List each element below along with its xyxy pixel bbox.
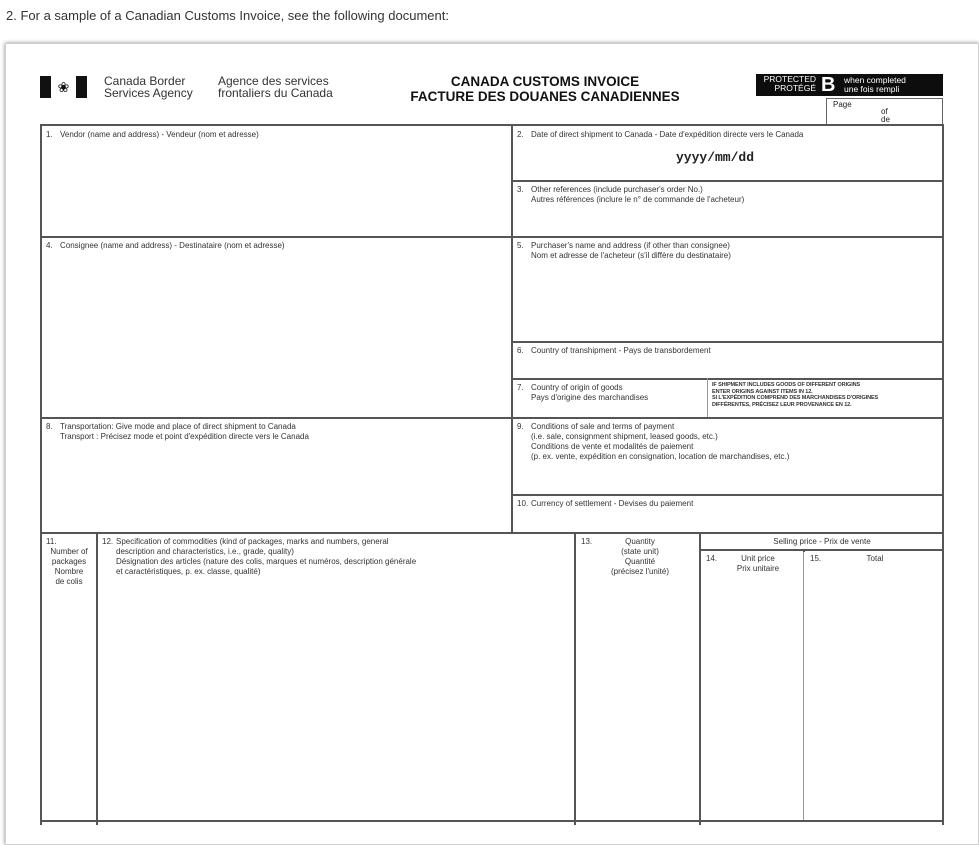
field-label-line: (i.e. sale, consignment shipment, leased goods, etc.)	[531, 432, 718, 441]
field-label: Purchaser's name and address (if other than consignee)	[531, 241, 730, 250]
field-15-number: 15.	[810, 554, 822, 563]
origin-note-line: IF SHIPMENT INCLUDES GOODS OF DIFFERENT ORIGINS	[712, 382, 861, 388]
field-number: 4.	[46, 241, 53, 250]
canada-flag-icon: ❀	[40, 76, 87, 98]
origin-note-line: DIFFÉRENTES, PRÉCISEZ LEUR PROVENANCE EN 12.	[712, 401, 852, 408]
field-2-date-of-shipment[interactable]	[517, 130, 803, 140]
intro-text: 2. For a sample of a Canadian Customs Invoice, see the following document:	[6, 8, 449, 23]
origin-note-line: SI L'EXPÉDITION COMPREND DES MARCHANDISES D'ORIGINES	[712, 395, 879, 401]
field-label-line: description and characteristics, i.e., grade, quality)	[116, 547, 294, 556]
field-label: Consignee (name and address) - Destinataire (nom et adresse)	[60, 241, 285, 250]
field-label: Other references (include purchaser's order No.)	[531, 185, 703, 194]
field-label-line: Quantité	[624, 557, 656, 566]
field-number: 7.	[517, 383, 524, 392]
field-number: 8.	[46, 422, 53, 431]
agency-name-en	[104, 75, 193, 99]
field-label-line: et caractéristiques, p. ex. classe, qualité)	[116, 567, 261, 576]
origin-note-line: ENTER ORIGINS AGAINST ITEMS IN 12.	[712, 388, 813, 395]
agency-name-fr	[218, 75, 333, 99]
field-label-fr: Autres références (inclure le n° de commande de l'acheteur)	[531, 195, 745, 204]
of-label: of	[881, 107, 888, 116]
field-8-transportation[interactable]	[46, 422, 309, 442]
field-6-country-of-transhipment[interactable]	[517, 346, 711, 356]
field-label-line: Prix unitaire	[736, 564, 780, 573]
agency-fr-line1: Agence des services	[218, 74, 329, 88]
field-label-line: packages	[51, 557, 87, 566]
field-label-line: Nombre	[54, 567, 84, 576]
page-label: Page	[833, 100, 852, 109]
agency-en-line2: Services Agency	[104, 86, 193, 100]
field-label-line: Conditions de vente et modalités de paiement	[531, 442, 694, 451]
field-13-quantity-number: 13.	[581, 537, 593, 546]
field-label-line: Number of	[50, 547, 88, 556]
field-label-fr: Nom et adresse de l'acheteur (s'il diffère du destinataire)	[531, 251, 731, 260]
field-label: Vendor (name and address) - Vendeur (nom et adresse)	[60, 130, 259, 139]
field-5-purchaser[interactable]	[517, 241, 731, 261]
origin-note	[712, 382, 878, 408]
field-number: 9.	[517, 422, 524, 431]
date-format-value: yyyy/mm/dd	[676, 150, 755, 165]
field-label-line: (state unit)	[621, 547, 659, 556]
selling-price-header: Selling price - Prix de vente	[773, 537, 871, 546]
field-number: 6.	[517, 346, 524, 355]
agency-en-line1: Canada Border	[104, 74, 186, 88]
document-frame	[5, 43, 979, 845]
protection-level: B	[821, 74, 836, 96]
field-label: Specification of commodities (kind of packages, marks and numbers, general	[116, 537, 389, 546]
field-number: 12.	[102, 537, 114, 546]
when-completed: when completed	[844, 75, 906, 85]
une-fois-rempli: une fois rempli	[844, 84, 900, 94]
field-11-number-of-packages[interactable]	[42, 537, 96, 587]
field-13-quantity[interactable]	[590, 537, 690, 577]
field-label: Currency of settlement - Devises du paiement	[531, 499, 694, 508]
field-label: Date of direct shipment to Canada - Date d'expédition directe vers le Canada	[531, 130, 804, 139]
field-label-line: (précisez l'unité)	[611, 567, 669, 576]
title-fr: FACTURE DES DOUANES CANADIENNES	[410, 89, 680, 104]
field-number: 2.	[517, 130, 524, 139]
field-label: Country of transhipment - Pays de transbordement	[531, 346, 711, 355]
field-12-specification[interactable]	[102, 537, 416, 577]
agency-fr-line2: frontaliers du Canada	[218, 86, 333, 100]
field-7-country-of-origin[interactable]	[517, 383, 648, 403]
title-en: CANADA CUSTOMS INVOICE	[450, 74, 640, 89]
field-15-total[interactable]: Total	[866, 554, 884, 563]
field-label: Country of origin of goods	[531, 383, 623, 392]
field-4-consignee[interactable]	[46, 241, 285, 251]
field-1-vendor[interactable]	[46, 130, 259, 140]
field-number: 5.	[517, 241, 524, 250]
field-14-unit-price[interactable]	[718, 554, 798, 574]
field-label: Conditions of sale and terms of payment	[531, 422, 675, 431]
field-label-line: Quantity	[625, 537, 655, 546]
field-number: 10.	[517, 499, 529, 508]
field-number: 1.	[46, 130, 53, 139]
field-label: Transportation: Give mode and place of direct shipment to Canada	[60, 422, 296, 431]
protected-fr: PROTÉGÉ	[774, 83, 816, 93]
field-number: 3.	[517, 185, 524, 194]
field-label-fr: Pays d'origine des marchandises	[531, 393, 649, 402]
page-number-box[interactable]	[826, 98, 943, 125]
field-label-line: Désignation des articles (nature des colis, marques et numéros, description générale	[116, 557, 417, 566]
field-14-number: 14.	[706, 554, 718, 563]
field-label-line: (p. ex. vente, expédition en consignation, location de marchandises, etc.)	[531, 452, 790, 461]
field-label-line: de colis	[55, 577, 83, 586]
field-number: 11.	[46, 537, 57, 546]
de-label: de	[881, 115, 890, 124]
protected-en: PROTECTED	[763, 74, 816, 84]
protected-b-badge	[756, 74, 943, 96]
field-10-currency[interactable]	[517, 499, 693, 509]
field-3-other-references[interactable]	[517, 185, 744, 205]
field-9-conditions-of-sale[interactable]	[517, 422, 789, 462]
form-title	[390, 74, 700, 104]
field-label-fr: Transport : Précisez mode et point d'expédition directe vers le Canada	[60, 432, 309, 441]
field-label-line: Unit price	[741, 554, 775, 563]
